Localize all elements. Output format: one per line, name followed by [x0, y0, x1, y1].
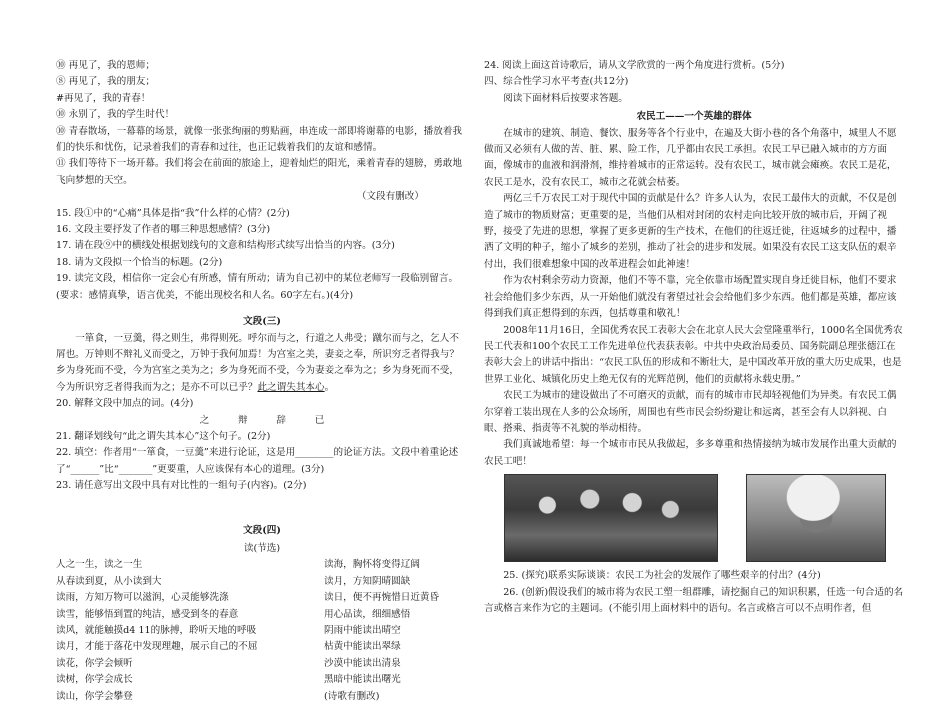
underlined-sentence: 此之谓失其本心 [257, 381, 325, 393]
poem [56, 557, 468, 705]
poem-line: 读雪，能够悟到置的纯洁，感受到冬的春意 [56, 608, 239, 620]
paragraph: 作为农村剩余劳动力资源，他们不等不靠，完全依靠市场配置实现自身迁徙目标，他们不要求社会给他们多少东西，从一开始他们就没有奢望过社会会给他们多少东西。他们都是英雄，都应该得到我们真正想得到的东西，包括尊重和敬礼！ [484, 275, 897, 320]
poem-line: 从春读到夏，从小读到大 [56, 575, 162, 587]
poem-line: 读雨，方知万物可以滋润，心灵能够洗涤 [56, 592, 229, 604]
instruction: 阅读下面材料后按要求答题。 [503, 92, 628, 104]
worker-portrait-photo [746, 474, 886, 562]
poem-line: 读花，你学会倾听 [56, 657, 133, 669]
poem-line: 枯黄中能读出翠绿 [324, 641, 401, 653]
poem-line: 读山，你学会攀登 [56, 690, 133, 702]
text-line: ⑩ 永别了，我的学生时代！ [56, 109, 175, 121]
question-24: 24. 阅读上面这首诗歌后，请从文学欣赏的一两个角度进行赏析。(5分) [484, 60, 785, 71]
paragraph: 在城市的建筑、制造、餐饮、服务等各个行业中，在遍及大街小巷的各个角落中，城里人不愿做而又必须有人做的苦、脏、累、险工作，几乎都由农民工承担。农民工早已融入城市的方方面面，像城市的血液和润滑剂，维持着城市的正常运转。没有农民工，城市就会瘫痪。农民工是花，农民工是水，没有农民工，城市之花就会枯萎。 [484, 127, 897, 188]
paragraph: 我们真诚地希望：每一个城市市民从我做起，多多尊重和热情接纳为城市发展作出重大贡献的农民工吧！ [484, 439, 897, 467]
paragraph: 2008年11月16日，全国优秀农民工表彰大会在北京人民大会堂隆重举行，1000名全国优秀农民工代表和100个农民工工作先进单位代表获表彰。中共中央政治局委员、国务院副总理张德江在表彰大会上的讲话中指出：“农民工队伍的形成和不断壮大，是中国改革开放的重大历史成果，也是世界工业化、城镇化历史上绝无仅有的光辉范例，他们的贡献将永载史册。” [484, 324, 903, 385]
question-25: 25. (探究)联系实际谈谈：农民工为社会的发展作了哪些艰辛的付出？(4分) [503, 570, 821, 582]
poem-line: 读月，才能于落花中发现理趣，展示自己的不屈 [56, 641, 258, 653]
question-23: 23. 请任意写出文段中具有对比性的一组句子(内容)。(2分) [56, 480, 307, 492]
question-17: 17. 请在段⑨中的横线处根据划线句的文意和结构形式续写出恰当的内容。(3分) [56, 240, 395, 252]
poem-left-column [56, 557, 324, 705]
question-19: 19. 读完文段，相信你一定会心有所感，情有所动；请为自己初中的某位老师写一段临别留言。(要求：感情真挚，语言优美，不能出现校名和人名。60字左右。)(4分) [56, 273, 459, 301]
poem-line: 阴雨中能读出晴空 [324, 625, 401, 636]
source-note: (诗歌有删改) [324, 690, 380, 702]
section-title: 文段(四) [243, 524, 281, 536]
poem-right-column [324, 557, 468, 705]
poem-title: 读(节选) [243, 542, 281, 554]
classical-passage: 一箪食，一豆羹，得之则生，弗得则死。呼尔而与之，行道之人弗受；蹴尔而与之，乞人不屑也。万钟则不辩礼义而受之，万钟于我何加焉！为宫室之美，妻妾之奉，所识穷乏者得我与？乡为身死而不受，今为宫室之美为之；乡为身死而不受，今为妻妾之奉为之；乡为身死而不受，今为所识穷乏者得我而为之；是亦不可以已乎？此之谓失其本心。 [56, 332, 459, 393]
poem-line: 用心品读，细细感悟 [324, 608, 411, 620]
poem-line: 读风，就能触摸d4 11的脉搏，聆听天地的呼吸 [56, 625, 257, 636]
right-column [484, 58, 904, 617]
question-15: 15. 段①中的“心痛”具体是指“我”什么样的心情？(2分) [56, 207, 290, 219]
text-line: ⑧ 再见了，我的朋友； [56, 76, 155, 88]
section-title: 文段(三) [243, 316, 281, 328]
text-line: #再见了，我的青春！ [56, 92, 151, 104]
poem-line: 读树，你学会成长 [56, 674, 133, 686]
dotted-words: 之 辩 辞 已 [199, 414, 325, 426]
poem-line: 读日，便不再惋惜日近黄昏 [324, 592, 440, 604]
question-21: 21. 翻译划线句“此之谓失其本心”这个句子。(2分) [56, 430, 271, 442]
poem-line: 读海，胸怀将变得辽阔 [324, 559, 420, 571]
question-26: 26. (创新)假设我们的城市将为农民工塑一组群雕，请挖掘自己的知识积累，任选一句合适的名言或格言来作为它的主题词。(不能引用上面材料中的语句。名言或格言可以不点明作者，但 [484, 586, 904, 614]
section-heading: 四、综合性学习水平考查(共12分) [484, 76, 629, 88]
text-line: ⑩ 再见了，我的恩师； [56, 60, 155, 71]
left-column [56, 58, 468, 705]
article-title: 农民工——一个英雄的群体 [636, 111, 752, 123]
question-18: 18. 请为文段拟一个恰当的标题。(2分) [56, 256, 223, 268]
question-20: 20. 解释文段中加点的词。(4分) [56, 398, 194, 410]
poem-line: 黑暗中能读出曙光 [324, 674, 401, 686]
question-16: 16. 文段主要抒发了作者的哪三种思想感情？(3分) [56, 224, 271, 236]
paragraph: 农民工为城市的建设做出了不可磨灭的贡献，而有的城市市民却轻视他们为异类。有农民工偶尔穿着工装出现在人多的公众场所，周围也有些市民会纷纷避让和远离，甚至会有人以斜视、白眼、搭乘、指责等不礼貌的举动相待。 [484, 390, 897, 434]
source-note: （文段有删改） [356, 191, 424, 203]
poem-line: 沙漠中能读出清泉 [324, 657, 401, 669]
poem-line: 读月，方知阴晴圆缺 [324, 575, 411, 587]
paragraph: ⑩ 青春散场，一幕幕的场景，就像一张张绚丽的剪贴画，串连成一部即将谢幕的电影，播放着我们的快乐和忧伤，记录着我们的青春和过往，也正记载着我们的友谊和感情。 [56, 125, 462, 154]
paragraph: 两亿三千万农民工对于现代中国的贡献是什么？许多人认为，农民工最伟大的贡献，不仅是创造了城市的物质财富；更重要的是，当他们从相对封闭的农村走向比较开放的城市后，开阔了视野，接受了先进的思想，掌握了更多更新的生产技术，在他们的往返迁徙，往返城乡的过程中，播洒了文明的种子，缩小了城乡的差别，推动了社会的进步和发展。如果没有农民工这支队伍的艰辛付出，我们很难想象中国的改革进程会如此神速！ [484, 193, 897, 270]
question-22: 22. 填空：作者用“一箪食，一豆羹”来进行论证，这是用________的论证方法。文段中着重论述了“______”比“_______”更要重，人应该保有本心的道理。(3分) [56, 447, 459, 475]
workers-group-photo [504, 474, 718, 562]
poem-line: 人之一生，读之一生 [56, 559, 143, 571]
paragraph: ⑪ 我们等待下一场开幕。我们将会在前面的旅途上，迎着灿烂的阳光，乘着青春的翅膀，勇敢地飞向梦想的天空。 [56, 158, 462, 186]
photo-row [484, 474, 904, 560]
